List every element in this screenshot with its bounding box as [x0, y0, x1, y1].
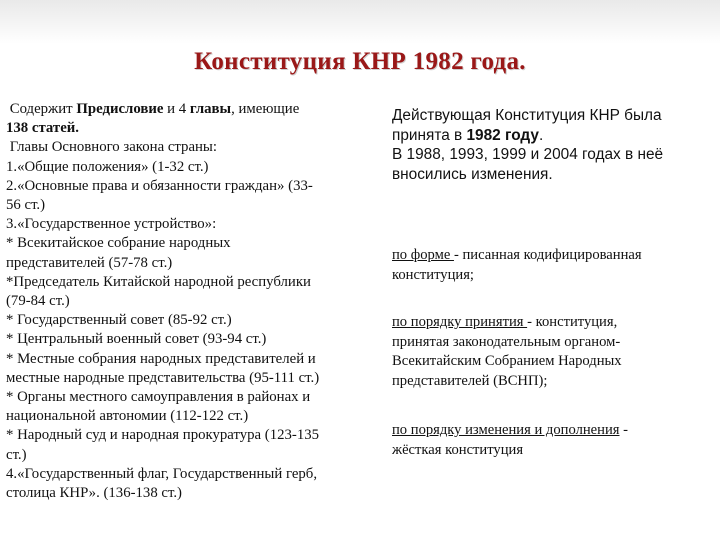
text-line: 138 статей.	[6, 120, 79, 137]
text-line: принята в 1982 году.	[392, 126, 544, 144]
text-line: по порядку принятия - конституция,	[392, 314, 618, 330]
list-item: * Государственный совет (85-92 ст.)	[6, 312, 232, 329]
chapter-3: 3.«Государственное устройство»:	[6, 216, 217, 233]
list-item: *Председатель Китайской народной республики	[6, 273, 311, 290]
term-adoption: по порядку принятия	[392, 314, 528, 330]
chapter-2: 2.«Основные права и обязанности граждан» (33-	[6, 177, 313, 194]
chapter-4: 4.«Государственный флаг, Государственный герб,	[6, 465, 318, 482]
list-item: * Центральный военный совет (93-94 ст.)	[6, 331, 267, 348]
chapter-1: 1.«Общие положения» (1-32 ст.)	[6, 158, 209, 175]
text-line: национальной автономии (112-122 ст.)	[6, 408, 249, 425]
header-band	[0, 0, 720, 44]
text-line: принятая законодательным органом-	[392, 333, 621, 350]
text-line: ст.)	[6, 446, 27, 463]
text-line: 56 ст.)	[6, 197, 46, 214]
adoption-classification	[392, 313, 714, 391]
form-classification	[392, 246, 714, 285]
text-line: столица КНР». (136-138 ст.)	[6, 485, 182, 502]
text-line: В 1988, 1993, 1999 и 2004 годах в неё	[392, 146, 664, 163]
text-line: Действующая Конституция КНР была	[392, 107, 662, 124]
text-line: по форме - писанная кодифицированная	[392, 247, 642, 263]
text-line: жёсткая конституция	[392, 441, 524, 458]
term-amendment: по порядку изменения и дополнения	[392, 422, 620, 438]
amendment-classification	[392, 421, 714, 460]
list-item: * Народный суд и народная прокуратура (123-135	[6, 427, 320, 444]
left-column	[6, 100, 384, 503]
list-item: * Местные собрания народных представителей и	[6, 350, 316, 367]
text-line: Всекитайским Собранием Народных	[392, 353, 622, 370]
text-line: местные народные представительства (95-111 ст.)	[6, 369, 320, 386]
adoption-paragraph	[392, 106, 714, 184]
text-line: вносились изменения.	[392, 165, 553, 183]
text-line: Содержит Предисловие и 4 главы, имеющие	[9, 101, 300, 117]
text-line: (79-84 ст.)	[6, 293, 70, 310]
text-line: Главы Основного закона страны:	[9, 139, 217, 156]
list-item: * Всекитайское собрание народных	[6, 235, 231, 252]
term-form: по форме	[392, 247, 454, 263]
text-line: представителей (57-78 ст.)	[6, 254, 173, 271]
text-line: по порядку изменения и дополнения -	[392, 422, 628, 438]
text-line: представителей (ВСНП);	[392, 372, 548, 389]
slide-title: Конституция КНР 1982 года.	[194, 48, 526, 75]
text-line: конституция;	[392, 266, 474, 283]
list-item: * Органы местного самоуправления в районах и	[6, 389, 311, 406]
